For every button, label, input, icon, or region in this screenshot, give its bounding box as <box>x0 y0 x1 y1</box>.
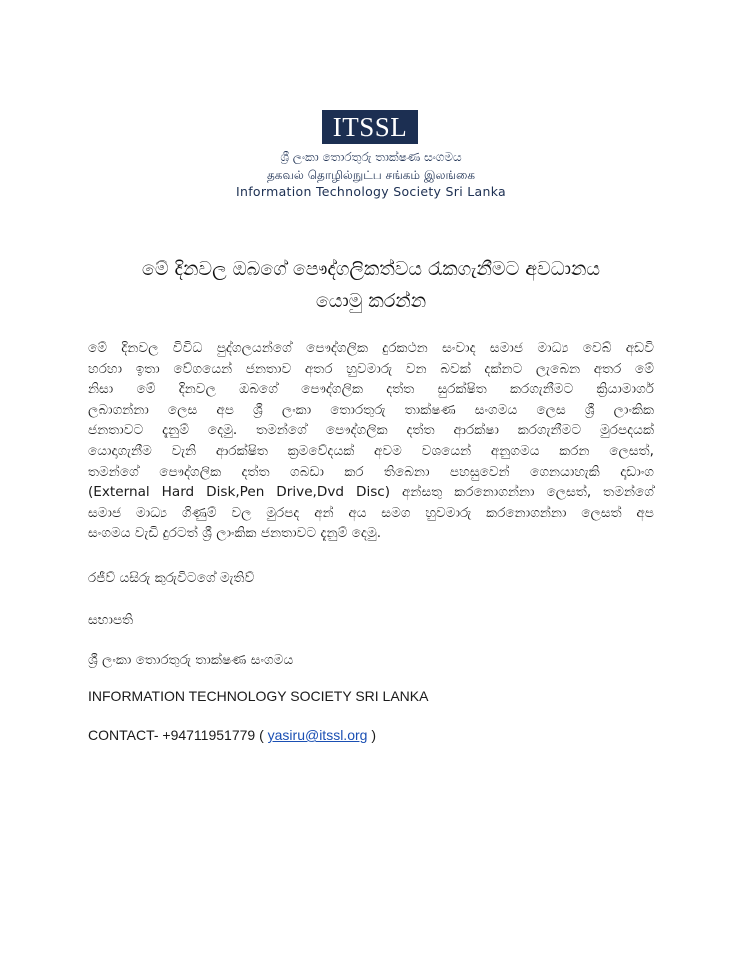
body-line: ලබාගන්නා ලෙස අප ශ්‍රී ලංකා තොරතුරු තාක්ෂණ සංගමය ලෙස ශ්‍රී ලාංකික <box>88 401 654 418</box>
body-line: සංගමය වැඩි දුරටත් ශ්‍රී ලාංකික ජනතාවට දැනුම් දෙමු. <box>88 525 382 542</box>
signatory-name: රජීව් යසිරු කුරුවිටගේ මැතිව් <box>88 570 255 586</box>
itssl-logo <box>322 110 418 144</box>
notice-body <box>88 338 654 544</box>
logo-text: ITSSL <box>332 111 408 142</box>
signatory-title: සභාපති <box>88 612 134 628</box>
org-name-sinhala: ශ්‍රී ලංකා තොරතුරු තාක්ෂණ සංගමය <box>280 150 462 164</box>
body-line: නිසා මේ දිනවල ඔබගේ පෞද්ගලික දත්ත සුරක්ෂිත කරගැනීමට ක්‍රියාමාර්ග <box>88 381 654 398</box>
body-line: මේ දිනවල විවිධ පුද්ගලයන්ගේ පෞද්ගලික දුරකථන සංවාද සමාජ මාධ්‍ය වෙබ් අඩවි <box>88 340 654 356</box>
email-link[interactable]: yasiru@itssl.org <box>267 727 368 743</box>
signatory-org-english: INFORMATION TECHNOLOGY SOCIETY SRI LANKA <box>88 688 429 704</box>
body-line: සමාජ මාධ්‍ය ගිණුම් වල මුරපද අන් අය සමග හුවමාරු කරනොගන්නා ලෙසත් අප <box>88 504 654 521</box>
org-name-tamil: தகவல் தொழில்நுட்ப சங்கம் இலங்கை <box>266 168 476 182</box>
notice-title-line-1: මේ දිනවල ඔබගේ පෞද්ගලිකත්වය රැකගැනීමට අවධානය <box>141 258 601 280</box>
org-name-english: Information Technology Society Sri Lanka <box>236 184 506 199</box>
signatory-org-sinhala: ශ්‍රී ලංකා තොරතුරු තාක්ෂණ සංගමය <box>88 652 294 668</box>
contact-line <box>88 727 376 743</box>
body-line: (External Hard Disk,Pen Drive,Dvd Disc) අන්සතු කරනොගන්නා ලෙසත්, තමන්ගේ <box>88 484 654 501</box>
body-line: ජනතාවට දැනුම් දෙමු. තමන්ගේ පෞද්ගලික දත්ත ආරක්ෂා කරගැනීමට මුරපදයක් <box>88 422 654 439</box>
notice-title-line-2: යොමු කරන්න <box>315 290 427 312</box>
body-line: හරහා ඉතා වේගයෙන් ජනතාව අතර හුවමාරු වන බවක් දක්නට ලැබෙන අතර මේ <box>88 360 654 377</box>
body-line: තමන්ගේ පෞද්ගලික දත්ත ගබඩා කර තිබෙනා පහසුවෙන් ගෙනයාහැකි දෘඩාංග <box>88 463 654 480</box>
body-line: යොදාගැනීම වැනි ආරක්ෂිත ක්‍රමවේදයක් අවම වශයෙන් අනුගමය කරන ලෙසත්, <box>88 442 654 459</box>
contact-suffix: ) <box>367 727 376 743</box>
contact-prefix: CONTACT- +94711951779 ( <box>88 727 268 743</box>
